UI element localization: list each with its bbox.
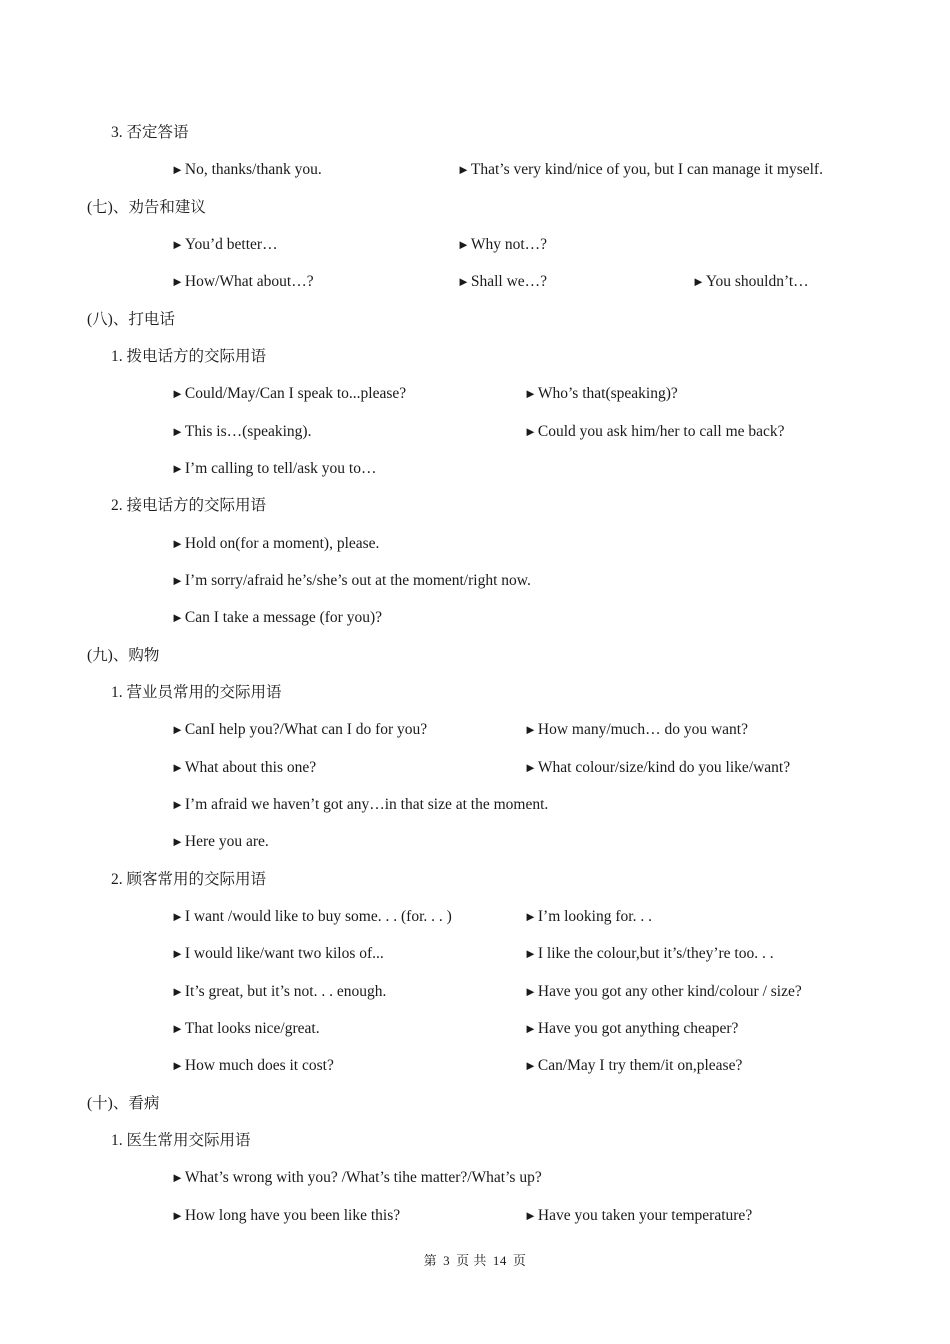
- bullet-triangle-icon: ►: [171, 946, 184, 961]
- subheading-clerk: 1. 营业员常用的交际用语: [111, 684, 282, 701]
- bullet-triangle-icon: ►: [171, 984, 184, 999]
- bullet-triangle-icon: ►: [171, 909, 184, 924]
- list-item: ►You’d better…: [171, 236, 278, 253]
- bullet-triangle-icon: ►: [171, 797, 184, 812]
- list-item: ►How long have you been like this?: [171, 1207, 401, 1224]
- subheading-negative-reply: 3. 否定答语: [111, 124, 189, 141]
- page-footer: [0, 1250, 950, 1269]
- bullet-triangle-icon: ►: [457, 237, 470, 252]
- bullet-triangle-icon: ►: [457, 162, 470, 177]
- list-item: ►How much does it cost?: [171, 1057, 334, 1074]
- bullet-triangle-icon: ►: [171, 1208, 184, 1223]
- list-item: ►I would like/want two kilos of...: [171, 945, 384, 962]
- bullet-triangle-icon: ►: [457, 274, 470, 289]
- section-heading-advice: (七)、劝告和建议: [87, 199, 206, 216]
- total-pages: 14: [492, 1253, 507, 1268]
- list-item: ►Have you taken your temperature?: [524, 1207, 753, 1224]
- list-item: ►I want /would like to buy some. . . (for. . . ): [171, 908, 452, 925]
- list-item: ►CanI help you?/What can I do for you?: [171, 721, 428, 738]
- list-item: ►I’m looking for. . .: [524, 908, 652, 925]
- bullet-triangle-icon: ►: [171, 610, 184, 625]
- footer-suffix: 页: [512, 1253, 527, 1268]
- bullet-triangle-icon: ►: [171, 386, 184, 401]
- bullet-triangle-icon: ►: [171, 1170, 184, 1185]
- list-item: ►Have you got any other kind/colour / size?: [524, 983, 802, 1000]
- list-item: ►No, thanks/thank you.: [171, 161, 322, 178]
- bullet-triangle-icon: ►: [171, 237, 184, 252]
- page-number: 3: [443, 1253, 451, 1268]
- list-item: ►Who’s that(speaking)?: [524, 385, 678, 402]
- section-heading-phone: (八)、打电话: [87, 311, 175, 328]
- bullet-triangle-icon: ►: [524, 909, 537, 924]
- list-item: ►Here you are.: [171, 833, 269, 850]
- list-item: ►Could you ask him/her to call me back?: [524, 423, 785, 440]
- bullet-triangle-icon: ►: [171, 162, 184, 177]
- section-heading-doctor: (十)、看病: [87, 1095, 160, 1112]
- list-item: ►This is…(speaking).: [171, 423, 312, 440]
- footer-prefix: 第: [423, 1253, 438, 1268]
- list-item: ►Shall we…?: [457, 273, 548, 290]
- bullet-triangle-icon: ►: [171, 760, 184, 775]
- list-item: ►That looks nice/great.: [171, 1020, 320, 1037]
- subheading-receiver: 2. 接电话方的交际用语: [111, 497, 267, 514]
- bullet-triangle-icon: ►: [524, 946, 537, 961]
- bullet-triangle-icon: ►: [171, 461, 184, 476]
- list-item: ►You shouldn’t…: [692, 273, 809, 290]
- list-item: ►Could/May/Can I speak to...please?: [171, 385, 407, 402]
- list-item: ►What about this one?: [171, 759, 317, 776]
- list-item: ►How/What about…?: [171, 273, 314, 290]
- list-item: ►How many/much… do you want?: [524, 721, 748, 738]
- bullet-triangle-icon: ►: [524, 1208, 537, 1223]
- bullet-triangle-icon: ►: [524, 760, 537, 775]
- section-heading-shopping: (九)、购物: [87, 647, 160, 664]
- list-item: ►I like the colour,but it’s/they’re too. . .: [524, 945, 774, 962]
- list-item: ►That’s very kind/nice of you, but I can manage it myself.: [457, 161, 823, 178]
- subheading-doctor-phrases: 1. 医生常用交际用语: [111, 1132, 251, 1149]
- list-item: ►Hold on(for a moment), please.: [171, 535, 380, 552]
- list-item: ►Have you got anything cheaper?: [524, 1020, 739, 1037]
- list-item: ►I’m sorry/afraid he’s/she’s out at the moment/right now.: [171, 572, 531, 589]
- bullet-triangle-icon: ►: [171, 536, 184, 551]
- list-item: ►Why not…?: [457, 236, 548, 253]
- bullet-triangle-icon: ►: [524, 386, 537, 401]
- bullet-triangle-icon: ►: [171, 424, 184, 439]
- list-item: ►What’s wrong with you? /What’s tihe matter?/What’s up?: [171, 1169, 542, 1186]
- bullet-triangle-icon: ►: [524, 722, 537, 737]
- bullet-triangle-icon: ►: [524, 984, 537, 999]
- list-item: ►I’m afraid we haven’t got any…in that size at the moment.: [171, 796, 549, 813]
- subheading-caller: 1. 拨电话方的交际用语: [111, 348, 267, 365]
- list-item: ►It’s great, but it’s not. . . enough.: [171, 983, 387, 1000]
- bullet-triangle-icon: ►: [171, 722, 184, 737]
- subheading-customer: 2. 顾客常用的交际用语: [111, 871, 267, 888]
- bullet-triangle-icon: ►: [171, 834, 184, 849]
- bullet-triangle-icon: ►: [171, 274, 184, 289]
- bullet-triangle-icon: ►: [171, 1021, 184, 1036]
- bullet-triangle-icon: ►: [171, 1058, 184, 1073]
- list-item: ►Can/May I try them/it on,please?: [524, 1057, 743, 1074]
- list-item: ►I’m calling to tell/ask you to…: [171, 460, 377, 477]
- list-item: ►What colour/size/kind do you like/want?: [524, 759, 791, 776]
- bullet-triangle-icon: ►: [171, 573, 184, 588]
- bullet-triangle-icon: ►: [524, 1058, 537, 1073]
- footer-mid: 页 共: [456, 1253, 487, 1268]
- bullet-triangle-icon: ►: [524, 424, 537, 439]
- bullet-triangle-icon: ►: [692, 274, 705, 289]
- list-item: ►Can I take a message (for you)?: [171, 609, 382, 626]
- bullet-triangle-icon: ►: [524, 1021, 537, 1036]
